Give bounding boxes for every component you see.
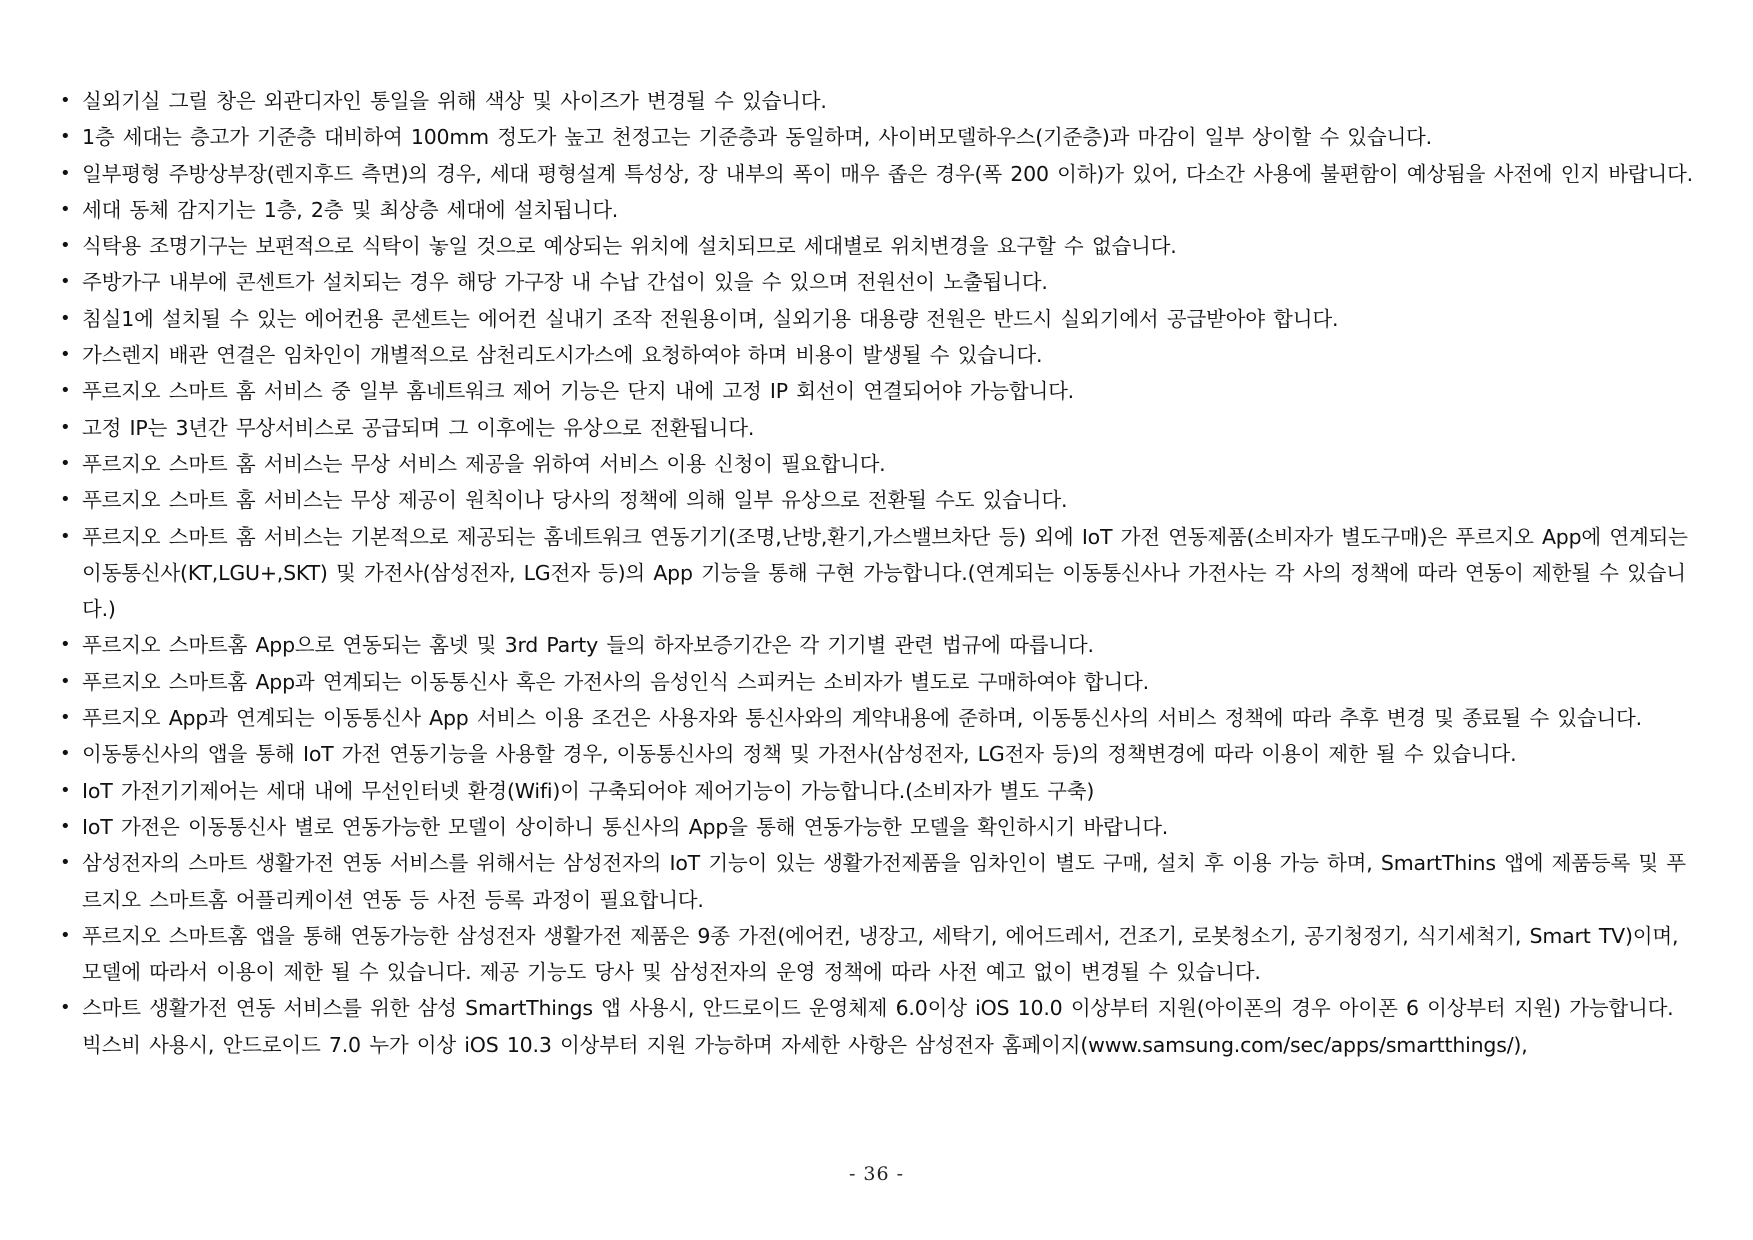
notice-item	[58, 83, 1698, 119]
notice-text: 침실1에 설치될 수 있는 에어컨용 콘센트는 에어컨 실내기 조작 전원용이며, 실외기용 대용량 전원은 반드시 실외기에서 공급받아야 합니다.	[82, 306, 1339, 331]
bullet: •	[60, 779, 71, 801]
notice-text: 실외기실 그릴 창은 외관디자인 통일을 위해 색상 및 사이즈가 변경될 수 있습니다.	[82, 89, 827, 113]
bullet: •	[60, 162, 71, 184]
notice-text: 세대 동체 감지기는 1층, 2층 및 최상층 세대에 설치됩니다.	[82, 197, 619, 222]
notice-text: 삼성전자의 스마트 생활가전 연동 서비스를 위해서는 삼성전자의 IoT 기능이 있는 생활가전제품을 임차인이 별도 구매, 설치 후 이용 가능 하며, SmartThins 앱에 제품등록 및 푸르지오 스마트홈 어플리케이션 연동 등 사전 등록 과정이 필요합니다.	[82, 851, 1686, 912]
notice-item	[58, 990, 1698, 1063]
bullet: •	[60, 997, 71, 1019]
notice-item	[58, 519, 1698, 628]
notice-item	[58, 736, 1698, 772]
notice-text: 주방가구 내부에 콘센트가 설치되는 경우 해당 가구장 내 수납 간섭이 있을 수 있으며 전원선이 노출됩니다.	[82, 270, 1048, 295]
notice-text: 1층 세대는 층고가 기준층 대비하여 100mm 정도가 높고 천정고는 기준층과 동일하며, 사이버모델하우스(기준층)과 마감이 일부 상이할 수 있습니다.	[82, 125, 1432, 150]
notice-text: 푸르지오 App과 연계되는 이동통신사 App 서비스 이용 조건은 사용자와 통신사와의 계약내용에 준하며, 이동통신사의 서비스 정책에 따라 추후 변경 및 종료될 수 있습니다.	[82, 706, 1642, 731]
notice-item	[58, 337, 1698, 373]
notice-item	[58, 773, 1698, 809]
notice-item	[58, 918, 1698, 991]
notice-text: IoT 가전은 이동통신사 별로 연동가능한 모델이 상이하니 통신사의 App을 통해 연동가능한 모델을 확인하시기 바랍니다.	[82, 814, 1169, 839]
notice-text: IoT 가전기기제어는 세대 내에 무선인터넷 환경(Wifi)이 구축되어야 제어기능이 가능합니다.(소비자가 별도 구축)	[82, 778, 1095, 803]
notice-item	[58, 482, 1698, 518]
notice-text: 일부평형 주방상부장(렌지후드 측면)의 경우, 세대 평형설계 특성상, 장 내부의 폭이 매우 좁은 경우(폭 200 이하)가 있어, 다소간 사용에 불편함이 예상됨을 사전에 인지 바랍니다.	[82, 161, 1693, 186]
bullet: •	[60, 198, 71, 220]
bullet: •	[60, 852, 71, 874]
notice-text: 가스렌지 배관 연결은 임차인이 개별적으로 삼천리도시가스에 요청하여야 하며 비용이 발생될 수 있습니다.	[82, 343, 1043, 368]
notice-item	[58, 627, 1698, 663]
notice-text: 푸르지오 스마트 홈 서비스는 기본적으로 제공되는 홈네트워크 연동기기(조명,난방,환기,가스밸브차단 등) 외에 IoT 가전 연동제품(소비자가 별도구매)은 푸르지오 App에 연계되는 이동통신사(KT,LGU+,SKT) 및 가전사(삼성전자, LG전자 등)의 App 기능을 통해 구현 가능합니다.(연계되는 이동통신사나 가전사는 각 사의 정책에 따라 연동이 제한될 수 있습니다.)	[82, 524, 1688, 622]
notice-list	[58, 83, 1698, 1063]
bullet: •	[60, 525, 71, 547]
bullet: •	[60, 380, 71, 402]
bullet: •	[60, 634, 71, 656]
notice-text: 푸르지오 스마트 홈 서비스는 무상 제공이 원칙이나 당사의 정책에 의해 일부 유상으로 전환될 수도 있습니다.	[82, 488, 1068, 513]
bullet: •	[60, 235, 71, 257]
bullet: •	[60, 707, 71, 729]
notice-text: 푸르지오 스마트홈 App과 연계되는 이동통신사 혹은 가전사의 음성인식 스피커는 소비자가 별도로 구매하여야 합니다.	[82, 669, 1149, 694]
page-number: - 36 -	[848, 1163, 905, 1185]
notice-item	[58, 845, 1698, 918]
bullet: •	[60, 271, 71, 293]
notice-text: 푸르지오 스마트 홈 서비스 중 일부 홈네트워크 제어 기능은 단지 내에 고정 IP 회선이 연결되어야 가능합니다.	[82, 379, 1074, 404]
bullet: •	[60, 452, 71, 474]
notice-item	[58, 156, 1698, 192]
bullet: •	[60, 670, 71, 692]
bullet: •	[60, 344, 71, 366]
bullet: •	[60, 126, 71, 148]
notice-text: 푸르지오 스마트홈 App으로 연동되는 홈넷 및 3rd Party 들의 하자보증기간은 각 기기별 관련 법규에 따릅니다.	[82, 633, 1094, 658]
notice-item	[58, 373, 1698, 409]
bullet: •	[60, 90, 71, 111]
bullet: •	[60, 416, 71, 438]
notice-item	[58, 264, 1698, 300]
notice-item	[58, 700, 1698, 736]
notice-item	[58, 410, 1698, 446]
notice-text: 고정 IP는 3년간 무상서비스로 공급되며 그 이후에는 유상으로 전환됩니다.	[82, 415, 755, 440]
notice-item	[58, 192, 1698, 228]
notice-text: 푸르지오 스마트홈 앱을 통해 연동가능한 삼성전자 생활가전 제품은 9종 가전(에어컨, 냉장고, 세탁기, 에어드레서, 건조기, 로봇청소기, 공기청정기, 식기세척기, Smart TV)이며, 모델에 따라서 이용이 제한 될 수 있습니다. 제공 기능도 당사 및 삼성전자의 운영 정책에 따라 사전 예고 없이 변경될 수 있습니다.	[82, 923, 1679, 985]
notice-text: 스마트 생활가전 연동 서비스를 위한 삼성 SmartThings 앱 사용시, 안드로이드 운영체제 6.0이상 iOS 10.0 이상부터 지원(아이폰의 경우 아이폰 6 이상부터 지원) 가능합니다. 빅스비 사용시, 안드로이드 7.0 누가 이상 iOS 10.3 이상부터 지원 가능하며 자세한 사항은 삼성전자 홈페이지(www.samsung.com/sec/apps/smartthings/),	[82, 996, 1674, 1057]
notice-item	[58, 809, 1698, 845]
bullet: •	[60, 307, 71, 329]
notice-text: 푸르지오 스마트 홈 서비스는 무상 서비스 제공을 위하여 서비스 이용 신청이 필요합니다.	[82, 451, 886, 476]
notice-item	[58, 119, 1698, 155]
notice-item	[58, 446, 1698, 482]
bullet: •	[60, 489, 71, 511]
notice-item	[58, 664, 1698, 700]
notice-text: 식탁용 조명기구는 보편적으로 식탁이 놓일 것으로 예상되는 위치에 설치되므로 세대별로 위치변경을 요구할 수 없습니다.	[82, 234, 1177, 259]
bullet: •	[60, 815, 71, 837]
notice-item	[58, 228, 1698, 264]
notice-text: 이동통신사의 앱을 통해 IoT 가전 연동기능을 사용할 경우, 이동통신사의 정책 및 가전사(삼성전자, LG전자 등)의 정책변경에 따라 이용이 제한 될 수 있습니다.	[82, 742, 1517, 767]
bullet: •	[60, 743, 71, 765]
notice-item	[58, 301, 1698, 337]
bullet: •	[60, 924, 71, 946]
